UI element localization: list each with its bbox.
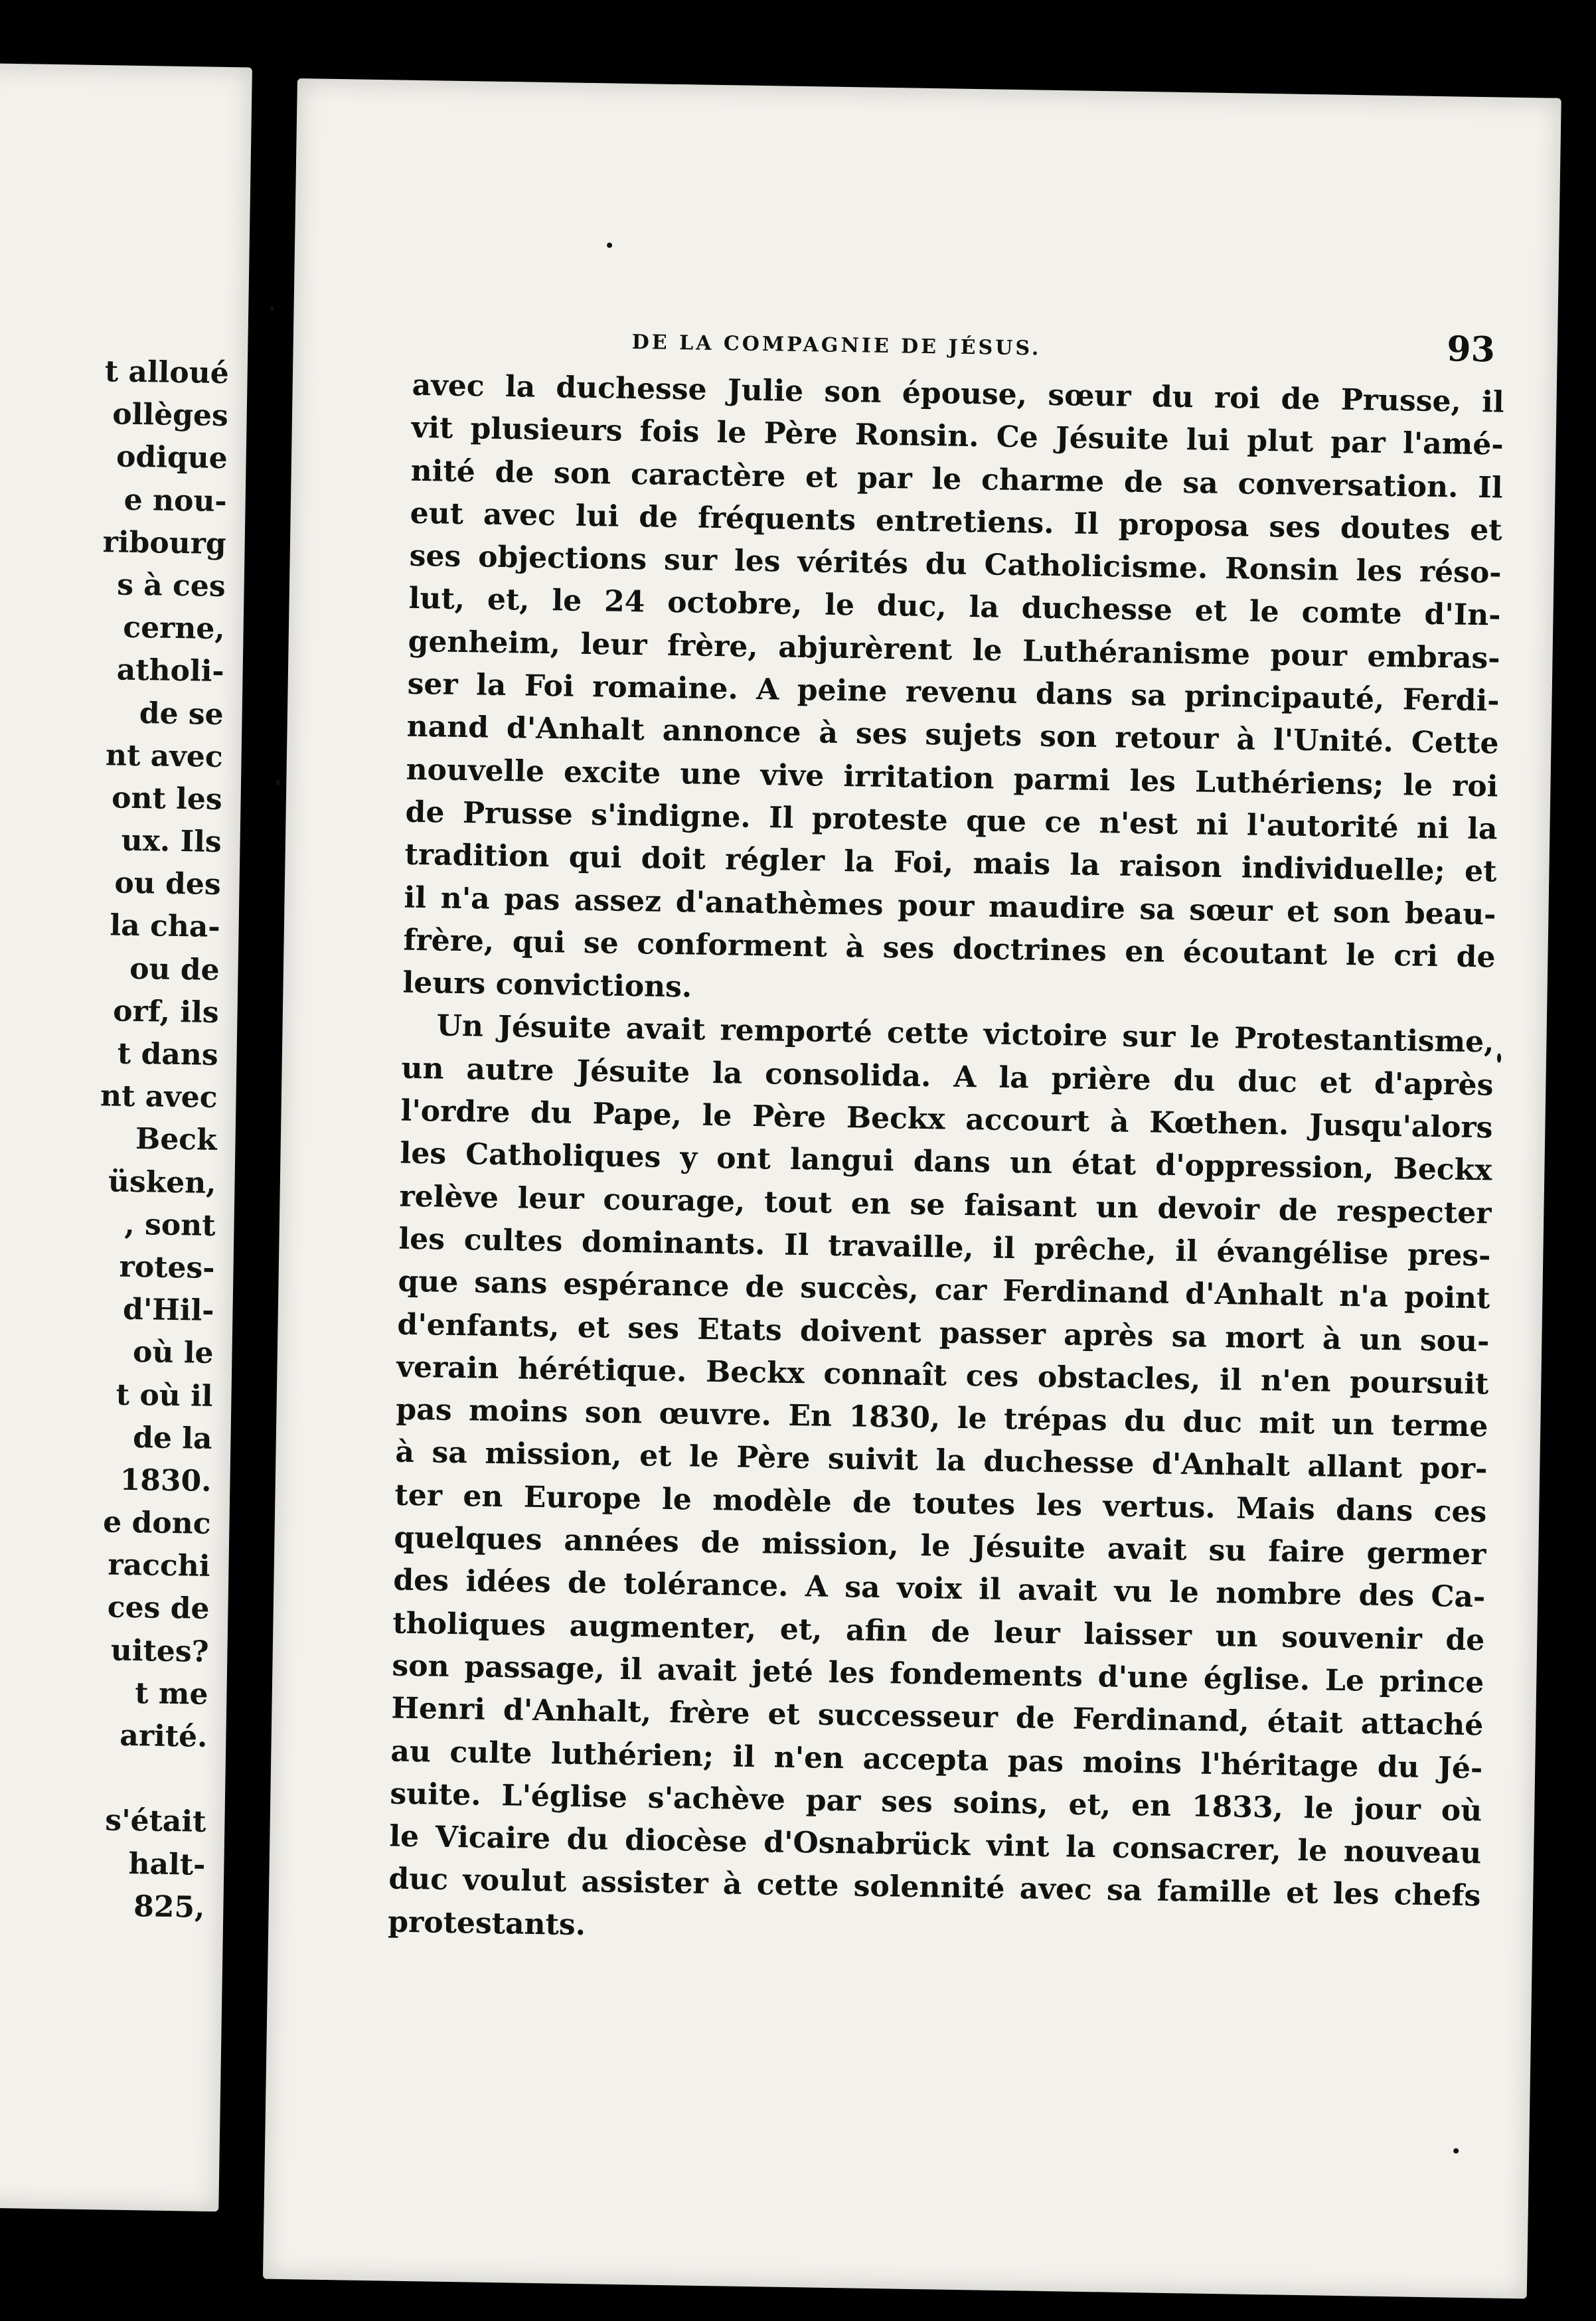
- page-header: [433, 313, 1496, 370]
- text-line: le Vicaire du diocèse d'Osnabrück vint la consacrer, le nouveau: [389, 1819, 1482, 1871]
- text-line: il n'a pas assez d'anathèmes pour maudire sa sœur et son beau-: [404, 880, 1496, 932]
- text-line: avec la duchesse Julie son épouse, sœur du roi de Prusse, il: [412, 368, 1504, 420]
- left-page-line: orf, ils: [112, 994, 219, 1030]
- left-page-line: ou de: [129, 951, 220, 987]
- text-line: les cultes dominants. Il travaille, il prêche, il évangélise pres-: [398, 1222, 1491, 1273]
- left-page-line: uites?: [110, 1633, 209, 1669]
- text-line: l'ordre du Pape, le Père Beckx accourt à Kœthen. Jusqu'alors: [400, 1093, 1493, 1145]
- left-page-line: e donc: [102, 1505, 211, 1541]
- page-number: 93: [1446, 329, 1496, 370]
- text-line: tholiques augmenter, et, afin de leur laisser un souvenir de: [392, 1606, 1485, 1657]
- left-page-line: racchi: [108, 1548, 210, 1584]
- ink-speck: [270, 307, 274, 311]
- text-line: relève leur courage, tout en se faisant un devoir de respecter: [399, 1179, 1492, 1231]
- left-page-line: la cha-: [110, 908, 220, 945]
- left-page-line: nt avec: [105, 738, 224, 774]
- text-line: son passage, il avait jeté les fondements d'une église. Le prince: [392, 1648, 1484, 1700]
- text-line: un autre Jésuite la consolida. A la prière du duc et d'après: [401, 1051, 1494, 1103]
- text-line: au culte luthérien; il n'en accepta pas moins l'héritage du Jé-: [390, 1734, 1483, 1785]
- body-text: [388, 364, 1504, 1961]
- right-page: [263, 78, 1561, 2298]
- left-page-line: t alloué: [104, 355, 230, 391]
- text-line: ser la Foi romaine. A peine revenu dans sa principauté, Ferdi-: [407, 667, 1500, 718]
- left-page-line: s'était: [104, 1803, 206, 1840]
- left-page-line: Beck: [135, 1122, 217, 1158]
- left-page-line: 1830.: [120, 1463, 212, 1498]
- text-line: que sans espérance de succès, car Ferdinand d'Anhalt n'a point: [398, 1264, 1490, 1316]
- left-page-line: cerne,: [122, 610, 226, 647]
- text-line: pas moins son œuvre. En 1830, le trépas du duc mit un terme: [396, 1392, 1488, 1444]
- left-page-line: t dans: [117, 1036, 218, 1072]
- text-line: verain hérétique. Beckx connaît ces obstacles, il n'en poursuit: [396, 1350, 1489, 1401]
- left-page-line: ont les: [111, 781, 223, 817]
- ink-speck: [607, 242, 612, 248]
- left-page-line: , sont: [124, 1207, 216, 1243]
- text-line: genheim, leur frère, abjurèrent le Luthéranisme pour embras-: [408, 624, 1500, 676]
- text-line: ses objections sur les vérités du Catholicisme. Ronsin les réso-: [409, 538, 1502, 590]
- left-page-line: de se: [139, 696, 224, 732]
- text-line: nouvelle excite une vive irritation parmi les Luthériens; le roi: [406, 752, 1498, 804]
- left-page-line: où le: [132, 1335, 214, 1371]
- left-page-line: nt avec: [100, 1079, 218, 1115]
- left-page-line: s à ces: [116, 568, 226, 603]
- left-page-line: d'Hil-: [122, 1292, 214, 1328]
- left-page-text: [0, 349, 229, 1929]
- left-page-line: ribourg: [102, 524, 227, 561]
- left-page-line: üsken,: [108, 1164, 216, 1200]
- text-line: quelques années de mission, le Jésuite avait su faire germer: [394, 1520, 1486, 1572]
- text-line: Henri d'Anhalt, frère et successeur de Ferdinand, était attaché: [391, 1691, 1484, 1743]
- left-page-line: t où il: [116, 1378, 213, 1413]
- text-line: frère, qui se conforment à ses doctrines en écoutant le cri de: [403, 923, 1496, 975]
- text-line: duc voulut assister à cette solennité avec sa famille et les chefs: [388, 1862, 1481, 1913]
- text-line: eut avec lui de fréquents entretiens. Il proposa ses doutes et: [410, 496, 1502, 548]
- text-line: d'enfants, et ses Etats doivent passer après sa mort à un sou-: [397, 1307, 1490, 1358]
- text-line: ter en Europe le modèle de toutes les vertus. Mais dans ces: [394, 1478, 1487, 1530]
- text-line: lut, et, le 24 octobre, le duc, la duchesse et le comte d'In-: [408, 582, 1501, 633]
- left-page-line: halt-: [128, 1846, 206, 1882]
- text-line: les Catholiques y ont langui dans un état d'oppression, Beckx: [400, 1136, 1492, 1188]
- ink-speck: [1497, 1054, 1501, 1063]
- ink-speck: [1453, 2148, 1459, 2154]
- text-line: leurs convictions.: [402, 965, 692, 1004]
- ink-speck: [276, 780, 280, 785]
- left-page-line: t me: [134, 1676, 208, 1712]
- left-page-line: de la: [132, 1420, 212, 1456]
- left-page-line: odique: [116, 440, 228, 476]
- left-page-line: 825,: [133, 1889, 205, 1925]
- text-line: protestants.: [388, 1905, 586, 1942]
- left-page-line: ux. Ils: [121, 823, 222, 860]
- left-page-line: rotes-: [119, 1249, 215, 1285]
- text-line: suite. L'église s'achève par ses soins, et, en 1833, le jour où: [390, 1777, 1482, 1828]
- text-line: nité de son caractère et par le charme de sa conversation. Il: [410, 453, 1503, 505]
- left-page-line: arité.: [120, 1718, 208, 1754]
- left-page-line: ou des: [114, 866, 222, 902]
- text-line: des idées de tolérance. A sa voix il avait vu le nombre des Ca-: [393, 1563, 1486, 1615]
- text-line: vit plusieurs fois le Père Ronsin. Ce Jésuite lui plut par l'amé-: [411, 411, 1504, 462]
- left-page-line: ces de: [107, 1590, 210, 1627]
- left-page: [0, 63, 252, 2211]
- left-page-line: [0, 1755, 207, 1801]
- text-line: tradition qui doit régler la Foi, mais la raison individuelle; et: [404, 837, 1497, 889]
- text-line: de Prusse s'indigne. Il proteste que ce n'est ni l'autorité ni la: [405, 795, 1498, 846]
- left-page-line: atholi-: [116, 653, 225, 689]
- running-head: DE LA COMPAGNIE DE JÉSUS.: [631, 330, 1042, 360]
- left-page-line: e nou-: [123, 483, 228, 519]
- text-line: à sa mission, et le Père suivit la duchesse d'Anhalt allant por-: [395, 1435, 1488, 1486]
- left-page-line: ollèges: [112, 397, 229, 434]
- text-line: Un Jésuite avait remporté cette victoire sur le Protestantisme,: [436, 1008, 1494, 1060]
- text-line: nand d'Anhalt annonce à ses sujets son retour à l'Unité. Cette: [406, 710, 1499, 761]
